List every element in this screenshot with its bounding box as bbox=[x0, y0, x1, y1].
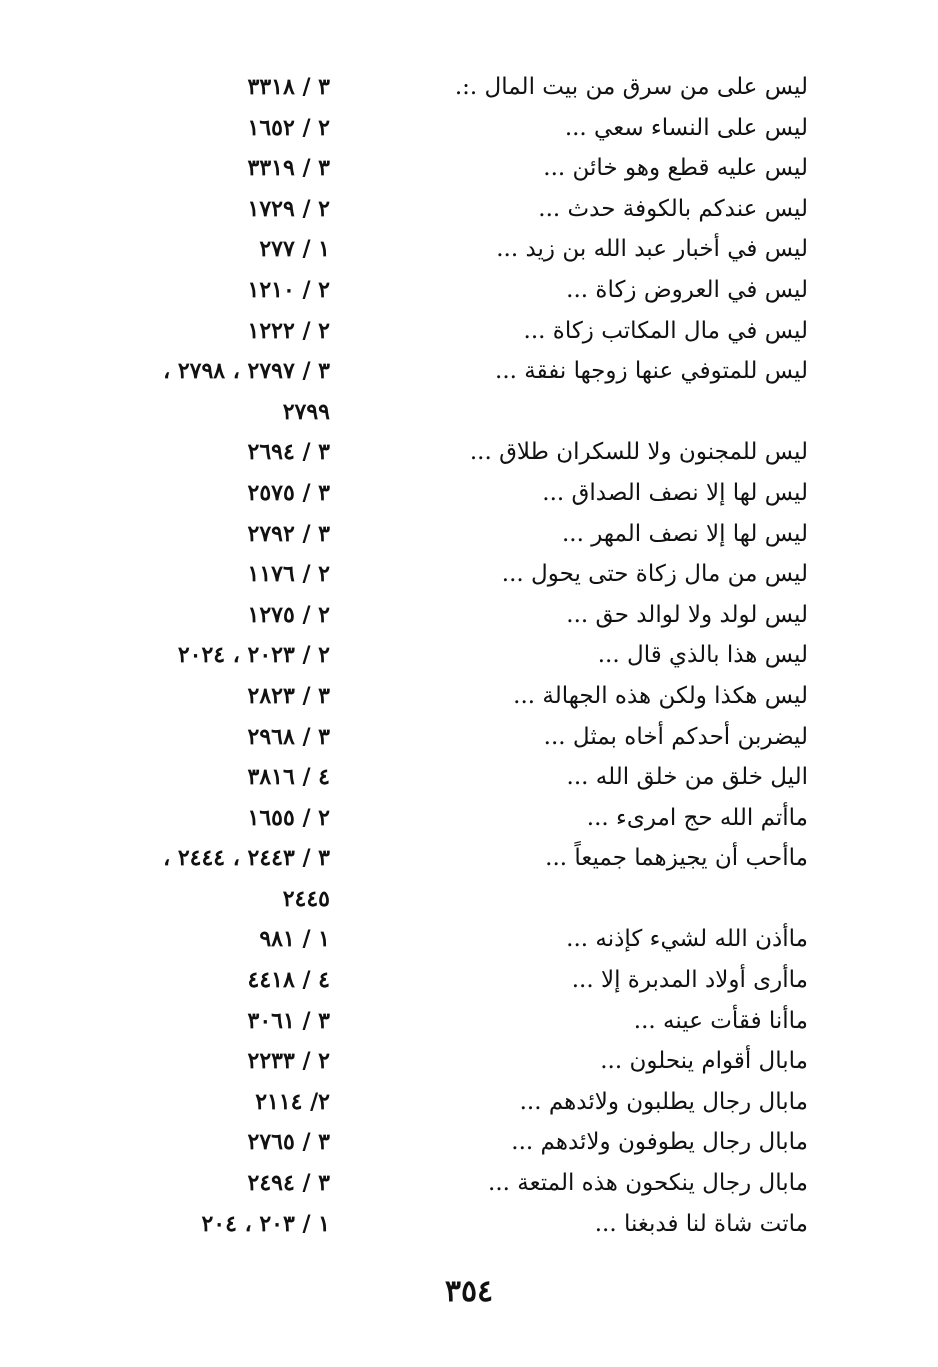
entry-phrase: ليس في أخبار عبد الله بن زيد ... bbox=[496, 236, 808, 263]
index-entry bbox=[0, 312, 938, 353]
entry-phrase: ماتت شاة لنا فدبغنا ... bbox=[594, 1210, 808, 1237]
entry-phrase: ليس عليه قطع وهو خائن ... bbox=[543, 155, 808, 182]
entry-reference: ١ / ٢٧٧ bbox=[259, 236, 330, 263]
entry-phrase: مابال رجال يطلبون ولائدهم ... bbox=[519, 1088, 808, 1115]
entry-reference: ٣ / ٢٤٤٣ ، ٢٤٤٤ ، bbox=[163, 845, 330, 872]
index-entry bbox=[0, 1002, 938, 1043]
entry-phrase: ليس على النساء سعي ... bbox=[564, 114, 808, 141]
entry-phrase: ليس للمتوفي عنها زوجها نفقة ... bbox=[495, 358, 808, 385]
entry-reference: ٣ / ٢٧٩٧ ، ٢٧٩٨ ، bbox=[163, 358, 330, 385]
index-entry bbox=[0, 190, 938, 231]
entry-phrase: ماأنا فقأت عينه ... bbox=[633, 1007, 808, 1034]
entry-reference: ٤ / ٤٤١٨ bbox=[247, 967, 330, 994]
entry-reference: ٣ / ٢٤٩٤ bbox=[247, 1170, 330, 1197]
entry-phrase: ليس في العروض زكاة ... bbox=[566, 276, 808, 303]
entry-reference: ٣ / ٢٧٩٢ bbox=[247, 520, 330, 547]
entry-phrase: ليس هكذا ولكن هذه الجهالة ... bbox=[513, 682, 808, 709]
entry-reference: ٤ / ٣٨١٦ bbox=[247, 764, 330, 791]
index-entry bbox=[0, 920, 938, 961]
entry-reference: ٣ / ٢٧٦٥ bbox=[247, 1129, 330, 1156]
index-entry bbox=[0, 799, 938, 840]
entry-phrase: ليس من مال زكاة حتى يحول ... bbox=[501, 561, 808, 588]
entry-phrase: ليس لها إلا نصف الصداق ... bbox=[542, 479, 808, 506]
entry-phrase: ليس للمجنون ولا للسكران طلاق ... bbox=[469, 439, 808, 466]
entry-phrase: ليس في مال المكاتب زكاة ... bbox=[523, 317, 808, 344]
index-entry bbox=[0, 352, 938, 393]
index-entry bbox=[0, 1164, 938, 1205]
entry-phrase: ماأرى أولاد المدبرة إلا ... bbox=[571, 967, 808, 994]
index-entry bbox=[0, 636, 938, 677]
index-entry bbox=[0, 880, 938, 921]
entry-reference: ٢ / ١٢١٠ bbox=[247, 276, 330, 303]
entry-list bbox=[0, 68, 938, 1245]
index-entry bbox=[0, 515, 938, 556]
entry-phrase: ماأتم الله حج امرىء ... bbox=[586, 804, 808, 831]
index-entry bbox=[0, 1042, 938, 1083]
entry-reference: ٢ / ١٧٢٩ bbox=[247, 195, 330, 222]
entry-reference: ٢ / ١٦٥٢ bbox=[247, 114, 330, 141]
index-entry bbox=[0, 149, 938, 190]
entry-phrase: ليس لولد ولا لوالد حق ... bbox=[566, 601, 808, 628]
index-entry bbox=[0, 555, 938, 596]
entry-reference: ٢ / ١٢٧٥ bbox=[247, 601, 330, 628]
index-entry bbox=[0, 839, 938, 880]
index-entry bbox=[0, 1123, 938, 1164]
index-entry bbox=[0, 109, 938, 150]
entry-phrase: ليس هذا بالذي قال ... bbox=[597, 642, 808, 669]
entry-reference: ٣ / ٣٣١٩ bbox=[247, 155, 330, 182]
entry-reference: ٣ / ٢٥٧٥ bbox=[247, 479, 330, 506]
entry-reference: ١ / ٢٠٣ ، ٢٠٤ bbox=[201, 1210, 330, 1237]
entry-phrase: اليل خلق من خلق الله ... bbox=[566, 764, 808, 791]
entry-phrase: مابال رجال ينكحون هذه المتعة ... bbox=[488, 1170, 808, 1197]
index-entry bbox=[0, 433, 938, 474]
index-entry bbox=[0, 474, 938, 515]
entry-reference: ٢ / ٢٠٢٣ ، ٢٠٢٤ bbox=[177, 642, 330, 669]
entry-reference: ٣ / ٢٨٢٣ bbox=[247, 682, 330, 709]
entry-reference: ٣ / ٣٣١٨ bbox=[247, 74, 330, 100]
index-entry bbox=[0, 718, 938, 759]
index-entry bbox=[0, 1083, 938, 1124]
index-entry bbox=[0, 961, 938, 1002]
entry-phrase: ماأحب أن يجيزهما جميعاً ... bbox=[545, 845, 808, 872]
index-entry bbox=[0, 393, 938, 434]
entry-reference: ٣ / ٢٩٦٨ bbox=[247, 723, 330, 750]
entry-reference: ٢ / ١١٧٦ bbox=[247, 561, 330, 588]
entry-phrase: مابال أقوام ينحلون ... bbox=[600, 1048, 808, 1075]
index-entry bbox=[0, 596, 938, 637]
entry-phrase: ليس لها إلا نصف المهر ... bbox=[561, 520, 808, 547]
entry-reference: ٣ / ٣٠٦١ bbox=[247, 1007, 330, 1034]
entry-phrase: ليضربن أحدكم أخاه بمثل ... bbox=[543, 723, 808, 750]
entry-reference: ٢/ ٢١١٤ bbox=[255, 1088, 330, 1115]
entry-phrase: ماأذن الله لشيء كإذنه ... bbox=[566, 926, 808, 953]
entry-phrase: ليس على من سرق من بيت المال .:. bbox=[454, 74, 808, 100]
page-number: ٣٥٤ bbox=[444, 1274, 494, 1309]
entry-phrase: مابال رجال يطوفون ولائدهم ... bbox=[511, 1129, 808, 1156]
index-entry bbox=[0, 230, 938, 271]
entry-reference: ٢ / ١٦٥٥ bbox=[247, 804, 330, 831]
index-entry bbox=[0, 68, 938, 109]
entry-reference: ٢ / ٢٢٣٣ bbox=[247, 1048, 330, 1075]
index-entry bbox=[0, 677, 938, 718]
entry-reference: ٢٤٤٥ bbox=[282, 885, 330, 912]
index-entry bbox=[0, 758, 938, 799]
index-entry bbox=[0, 271, 938, 312]
entry-reference: ٢٧٩٩ bbox=[282, 398, 330, 425]
entry-phrase: ليس عندكم بالكوفة حدث ... bbox=[538, 195, 808, 222]
index-entry bbox=[0, 1205, 938, 1246]
entry-reference: ٢ / ١٢٢٢ bbox=[247, 317, 330, 344]
entry-reference: ٣ / ٢٦٩٤ bbox=[247, 439, 330, 466]
entry-reference: ١ / ٩٨١ bbox=[259, 926, 330, 953]
